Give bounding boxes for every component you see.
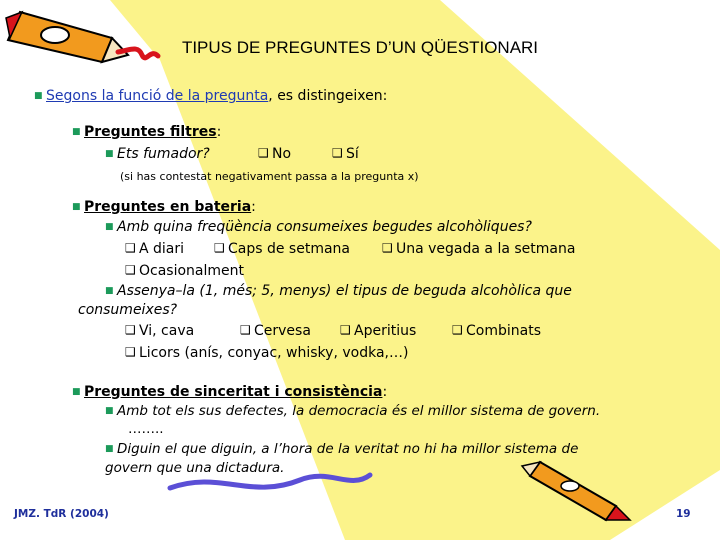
q2-option-aperitius[interactable] [340, 323, 416, 339]
square-bullet-icon: ■ [105, 222, 114, 232]
sinceritat-s2-line1: Diguin el que diguin, a l’hora de la veritat no hi ha millor sistema de [117, 441, 579, 457]
q1-option-ocasionalment[interactable] [125, 263, 244, 279]
intro-rest: , es distingeixen: [268, 88, 388, 104]
bateria-q1 [105, 219, 532, 235]
q1-option-label: Una vegada a la setmana [396, 241, 576, 257]
square-bullet-icon: ■ [72, 202, 81, 212]
sinceritat-dots: …….. [128, 421, 164, 437]
checkbox-icon[interactable]: ❑ [258, 146, 269, 160]
option-no[interactable] [258, 146, 291, 162]
square-bullet-icon: ■ [72, 387, 81, 397]
q2-option-label: Aperitius [354, 323, 417, 339]
intro-line [34, 88, 387, 104]
q1-option-una-vegada[interactable] [382, 241, 575, 257]
filtres-question-text: Ets fumador? [117, 146, 210, 162]
footer-credit: JMZ. TdR (2004) [14, 508, 109, 520]
q2-option-label: Vi, cava [139, 323, 195, 339]
q2-option-vi-cava[interactable] [125, 323, 194, 339]
q2-option-label: Licors (anís, conyac, whisky, vodka,…) [139, 345, 409, 361]
option-si-label: Sí [346, 146, 359, 162]
filtres-heading: Preguntes filtres [84, 124, 217, 140]
sinceritat-s1-text: Amb tot els sus defectes, la democracia és el millor sistema de govern. [117, 403, 601, 419]
checkbox-icon[interactable]: ❑ [240, 323, 251, 337]
q2-option-licors[interactable] [125, 345, 408, 361]
q1-option-label: A diari [139, 241, 185, 257]
page-title: TIPUS DE PREGUNTES D’UN QÜESTIONARI [181, 38, 539, 57]
q1-option-caps-setmana[interactable] [214, 241, 350, 257]
sinceritat-heading-line [72, 384, 387, 400]
square-bullet-icon: ■ [105, 149, 114, 159]
q1-option-a-diari[interactable] [125, 241, 184, 257]
q2-option-cervesa[interactable] [240, 323, 311, 339]
checkbox-icon[interactable]: ❑ [214, 241, 225, 255]
square-bullet-icon: ■ [105, 406, 114, 416]
square-bullet-icon: ■ [34, 91, 43, 101]
filtres-colon: : [216, 124, 222, 140]
checkbox-icon[interactable]: ❑ [125, 345, 136, 359]
q2-option-label: Combinats [466, 323, 541, 339]
page-number: 19 [676, 508, 691, 520]
checkbox-icon[interactable]: ❑ [382, 241, 393, 255]
bateria-heading: Preguntes en bateria [84, 199, 252, 215]
sinceritat-heading: Preguntes de sinceritat i consistència [84, 384, 383, 400]
bateria-q2-line1: Assenya–la (1, més; 5, menys) el tipus de beguda alcohòlica que [117, 283, 572, 299]
option-no-label: No [272, 146, 292, 162]
bateria-q2 [105, 283, 661, 299]
q2-option-label: Cervesa [254, 323, 311, 339]
square-bullet-icon: ■ [105, 286, 114, 296]
sinceritat-s2-line2: govern que una dictadura. [105, 460, 285, 476]
checkbox-icon[interactable]: ❑ [125, 323, 136, 337]
bateria-heading-line [72, 199, 256, 215]
square-bullet-icon: ■ [72, 127, 81, 137]
sinceritat-colon: : [382, 384, 388, 400]
filtres-note: (si has contestat negativament passa a la pregunta x) [120, 170, 419, 183]
sinceritat-s1 [105, 403, 600, 419]
checkbox-icon[interactable]: ❑ [125, 241, 136, 255]
square-bullet-icon: ■ [105, 444, 114, 454]
intro-lead: Segons la funció de la pregunta [46, 88, 269, 104]
checkbox-icon[interactable]: ❑ [340, 323, 351, 337]
filtres-heading-line [72, 124, 221, 140]
checkbox-icon[interactable]: ❑ [332, 146, 343, 160]
q1-option-label: Ocasionalment [139, 263, 244, 279]
option-si[interactable] [332, 146, 359, 162]
filtres-question [105, 146, 210, 162]
bateria-q1-text: Amb quina freqüència consumeixes begudes alcohòliques? [117, 219, 532, 235]
checkbox-icon[interactable]: ❑ [452, 323, 463, 337]
q1-option-label: Caps de setmana [228, 241, 351, 257]
bateria-colon: : [251, 199, 256, 215]
bateria-q2-line2: consumeixes? [78, 302, 178, 318]
checkbox-icon[interactable]: ❑ [125, 263, 136, 277]
sinceritat-s2 [105, 441, 578, 457]
q2-option-combinats[interactable] [452, 323, 541, 339]
